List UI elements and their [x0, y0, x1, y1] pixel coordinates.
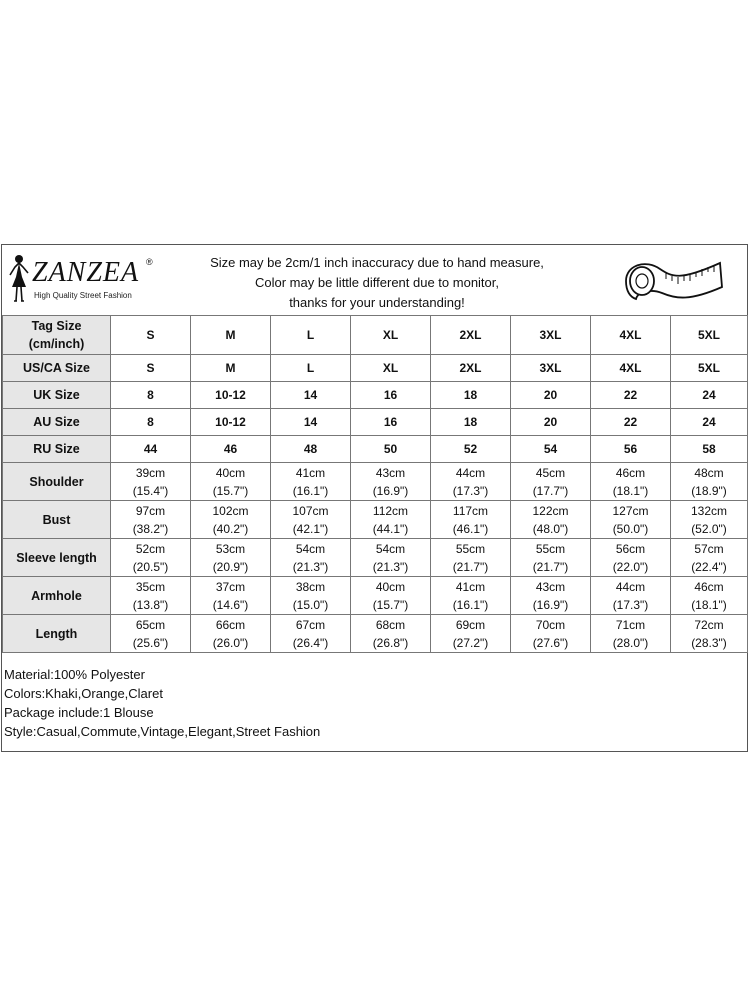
table-cell: [511, 615, 591, 653]
brand-logo: [6, 253, 176, 309]
table-cell: 8: [111, 409, 191, 436]
inch-value: (26.8"): [372, 635, 409, 650]
inch-value: (22.4"): [691, 559, 727, 574]
table-row: [3, 501, 748, 539]
inch-value: (21.3"): [372, 559, 409, 574]
cm-value: 66cm: [215, 617, 246, 632]
cm-value: 41cm: [455, 579, 486, 594]
table-cell: [671, 501, 748, 539]
table-cell: [511, 463, 591, 501]
table-cell: 52: [431, 436, 511, 463]
inch-value: (20.5"): [132, 559, 169, 574]
table-cell: 50: [351, 436, 431, 463]
cm-value: 45cm: [535, 465, 566, 480]
size-cell: 2XL: [431, 316, 511, 355]
cm-value: 40cm: [215, 465, 246, 480]
table-cell: [271, 539, 351, 577]
inch-value: (17.7"): [532, 483, 569, 498]
table-cell: [511, 539, 591, 577]
table-cell: 16: [351, 382, 431, 409]
cm-value: 102cm: [212, 503, 249, 518]
table-cell: 8: [111, 382, 191, 409]
inch-value: (28.0"): [612, 635, 649, 650]
cm-value: 54cm: [375, 541, 406, 556]
cm-value: 127cm: [612, 503, 649, 518]
product-details: [4, 665, 320, 741]
cm-value: 37cm: [215, 579, 246, 594]
row-label: AU Size: [3, 409, 111, 436]
cm-value: 71cm: [615, 617, 646, 632]
table-cell: 20: [511, 382, 591, 409]
row-label: Bust: [3, 501, 111, 539]
label-line: (cm/inch): [28, 337, 85, 351]
table-cell: [591, 463, 671, 501]
cm-value: 40cm: [375, 579, 406, 594]
cm-value: 57cm: [694, 541, 724, 556]
cm-value: 117cm: [452, 503, 489, 518]
table-cell: [351, 501, 431, 539]
inch-value: (26.4"): [292, 635, 329, 650]
table-cell: [511, 501, 591, 539]
table-row: [3, 463, 748, 501]
registered-mark: ®: [146, 257, 153, 267]
inch-value: (42.1"): [292, 521, 329, 536]
cm-value: 70cm: [535, 617, 566, 632]
table-cell: 16: [351, 409, 431, 436]
table-cell: 54: [511, 436, 591, 463]
cm-value: 43cm: [375, 465, 406, 480]
size-chart-card: [1, 244, 748, 752]
table-cell: 18: [431, 409, 511, 436]
inch-value: (27.2"): [452, 635, 489, 650]
table-cell: 56: [591, 436, 671, 463]
cm-value: 44cm: [455, 465, 486, 480]
table-cell: [431, 577, 511, 615]
inch-value: (44.1"): [372, 521, 409, 536]
detail-material: Material:100% Polyester: [4, 667, 145, 682]
table-row: [3, 539, 748, 577]
cm-value: 35cm: [135, 579, 166, 594]
inch-value: (40.2"): [212, 521, 249, 536]
table-cell: [431, 501, 511, 539]
detail-style: Style:Casual,Commute,Vintage,Elegant,Street Fashion: [4, 724, 321, 739]
cm-value: 67cm: [295, 617, 326, 632]
row-label: Armhole: [3, 577, 111, 615]
cm-value: 54cm: [295, 541, 326, 556]
cm-value: 69cm: [455, 617, 486, 632]
size-cell: XL: [351, 316, 431, 355]
inch-value: (20.9"): [212, 559, 249, 574]
inch-value: (16.1"): [452, 597, 489, 612]
inch-value: (15.4"): [132, 483, 169, 498]
table-cell: [111, 463, 191, 501]
table-cell: XL: [351, 355, 431, 382]
row-label: US/CA Size: [3, 355, 111, 382]
cm-value: 132cm: [690, 503, 728, 518]
inch-value: (21.7"): [532, 559, 569, 574]
table-cell: [591, 615, 671, 653]
inch-value: (15.7"): [212, 483, 249, 498]
table-cell: 22: [591, 382, 671, 409]
table-row: [3, 615, 748, 653]
table-cell: [191, 501, 271, 539]
inch-value: (15.0"): [292, 597, 329, 612]
inch-value: (14.6"): [212, 597, 249, 612]
inch-value: (18.1"): [612, 483, 649, 498]
table-cell: 24: [671, 409, 748, 436]
cm-value: 112cm: [372, 503, 409, 518]
table-cell: [271, 463, 351, 501]
table-cell: [671, 577, 748, 615]
table-cell: 14: [271, 409, 351, 436]
table-cell: [111, 577, 191, 615]
table-cell: 48: [271, 436, 351, 463]
table-cell: 2XL: [431, 355, 511, 382]
table-cell: 20: [511, 409, 591, 436]
cm-value: 43cm: [535, 579, 566, 594]
inch-value: (21.7"): [452, 559, 489, 574]
table-row: [3, 577, 748, 615]
table-cell: [431, 615, 511, 653]
inch-value: (27.6"): [532, 635, 569, 650]
table-cell: [111, 501, 191, 539]
table-cell: L: [271, 355, 351, 382]
cm-value: 97cm: [135, 503, 166, 518]
table-cell: [111, 539, 191, 577]
table-cell: 18: [431, 382, 511, 409]
size-cell: S: [111, 316, 191, 355]
brand-name: ZANZEA: [32, 257, 140, 288]
table-cell: [191, 615, 271, 653]
inch-value: (18.9"): [691, 483, 727, 498]
cm-value: 52cm: [135, 541, 166, 556]
inch-value: (28.3"): [691, 635, 727, 650]
table-cell: [591, 501, 671, 539]
table-cell: [671, 539, 748, 577]
cm-value: 53cm: [215, 541, 246, 556]
table-row: [3, 436, 748, 463]
table-cell: [591, 577, 671, 615]
fashion-figure-icon: [6, 253, 32, 305]
notice-line: Color may be little different due to monitor,: [255, 275, 499, 290]
cm-value: 55cm: [455, 541, 486, 556]
cm-value: 44cm: [615, 579, 646, 594]
table-cell: M: [191, 355, 271, 382]
table-cell: [191, 539, 271, 577]
tag-size-row: [3, 316, 748, 355]
label-line: Tag Size: [31, 319, 82, 333]
cm-value: 122cm: [532, 503, 569, 518]
cm-value: 65cm: [135, 617, 166, 632]
inch-value: (38.2"): [132, 521, 169, 536]
table-cell: 14: [271, 382, 351, 409]
notice-line: Size may be 2cm/1 inch inaccuracy due to hand measure,: [210, 255, 544, 270]
table-cell: S: [111, 355, 191, 382]
inch-value: (52.0"): [691, 521, 727, 536]
cm-value: 68cm: [375, 617, 406, 632]
row-label: RU Size: [3, 436, 111, 463]
table-cell: [511, 577, 591, 615]
size-cell: M: [191, 316, 271, 355]
cm-value: 46cm: [615, 465, 646, 480]
table-cell: [191, 463, 271, 501]
size-cell: 3XL: [511, 316, 591, 355]
table-cell: 58: [671, 436, 748, 463]
table-cell: [271, 615, 351, 653]
inch-value: (16.9"): [372, 483, 409, 498]
inch-value: (25.6"): [132, 635, 169, 650]
row-label: Length: [3, 615, 111, 653]
table-cell: [351, 539, 431, 577]
cm-value: 55cm: [535, 541, 566, 556]
row-label: UK Size: [3, 382, 111, 409]
table-cell: [271, 577, 351, 615]
table-cell: [271, 501, 351, 539]
detail-package: Package include:1 Blouse: [4, 705, 154, 720]
inch-value: (13.8"): [132, 597, 169, 612]
inch-value: (17.3"): [452, 483, 489, 498]
table-cell: 5XL: [671, 355, 748, 382]
cm-value: 46cm: [694, 579, 724, 594]
cm-value: 39cm: [135, 465, 166, 480]
brand-tagline: High Quality Street Fashion: [34, 291, 132, 300]
table-cell: [431, 463, 511, 501]
table-cell: 3XL: [511, 355, 591, 382]
inch-value: (15.7"): [372, 597, 409, 612]
inch-value: (50.0"): [612, 521, 649, 536]
inch-value: (16.1"): [292, 483, 329, 498]
measurement-notice: [172, 253, 582, 313]
inch-value: (22.0"): [612, 559, 649, 574]
table-cell: [191, 577, 271, 615]
size-cell: L: [271, 316, 351, 355]
measuring-tape-icon: [616, 251, 726, 309]
inch-value: (48.0"): [532, 521, 569, 536]
detail-colors: Colors:Khaki,Orange,Claret: [4, 686, 163, 701]
size-table: [2, 315, 748, 653]
cm-value: 41cm: [295, 465, 326, 480]
table-cell: [351, 463, 431, 501]
table-cell: [671, 615, 748, 653]
table-cell: 10-12: [191, 409, 271, 436]
inch-value: (17.3"): [612, 597, 649, 612]
cm-value: 48cm: [694, 465, 724, 480]
size-cell: 4XL: [591, 316, 671, 355]
table-row: [3, 355, 748, 382]
tag-size-label: [3, 316, 111, 355]
cm-value: 38cm: [295, 579, 326, 594]
table-cell: 22: [591, 409, 671, 436]
inch-value: (21.3"): [292, 559, 329, 574]
table-cell: 44: [111, 436, 191, 463]
chart-header: [2, 245, 747, 315]
table-row: [3, 409, 748, 436]
row-label: Shoulder: [3, 463, 111, 501]
notice-line: thanks for your understanding!: [289, 295, 465, 310]
table-cell: [351, 615, 431, 653]
table-cell: 4XL: [591, 355, 671, 382]
table-cell: [591, 539, 671, 577]
table-cell: 10-12: [191, 382, 271, 409]
table-cell: [671, 463, 748, 501]
row-label: Sleeve length: [3, 539, 111, 577]
inch-value: (18.1"): [691, 597, 727, 612]
size-cell: 5XL: [671, 316, 748, 355]
table-cell: 24: [671, 382, 748, 409]
inch-value: (46.1"): [452, 521, 489, 536]
cm-value: 72cm: [694, 617, 724, 632]
cm-value: 56cm: [615, 541, 646, 556]
table-cell: [431, 539, 511, 577]
table-cell: [111, 615, 191, 653]
table-cell: [351, 577, 431, 615]
table-cell: 46: [191, 436, 271, 463]
inch-value: (26.0"): [212, 635, 249, 650]
table-row: [3, 382, 748, 409]
inch-value: (16.9"): [532, 597, 569, 612]
cm-value: 107cm: [292, 503, 329, 518]
